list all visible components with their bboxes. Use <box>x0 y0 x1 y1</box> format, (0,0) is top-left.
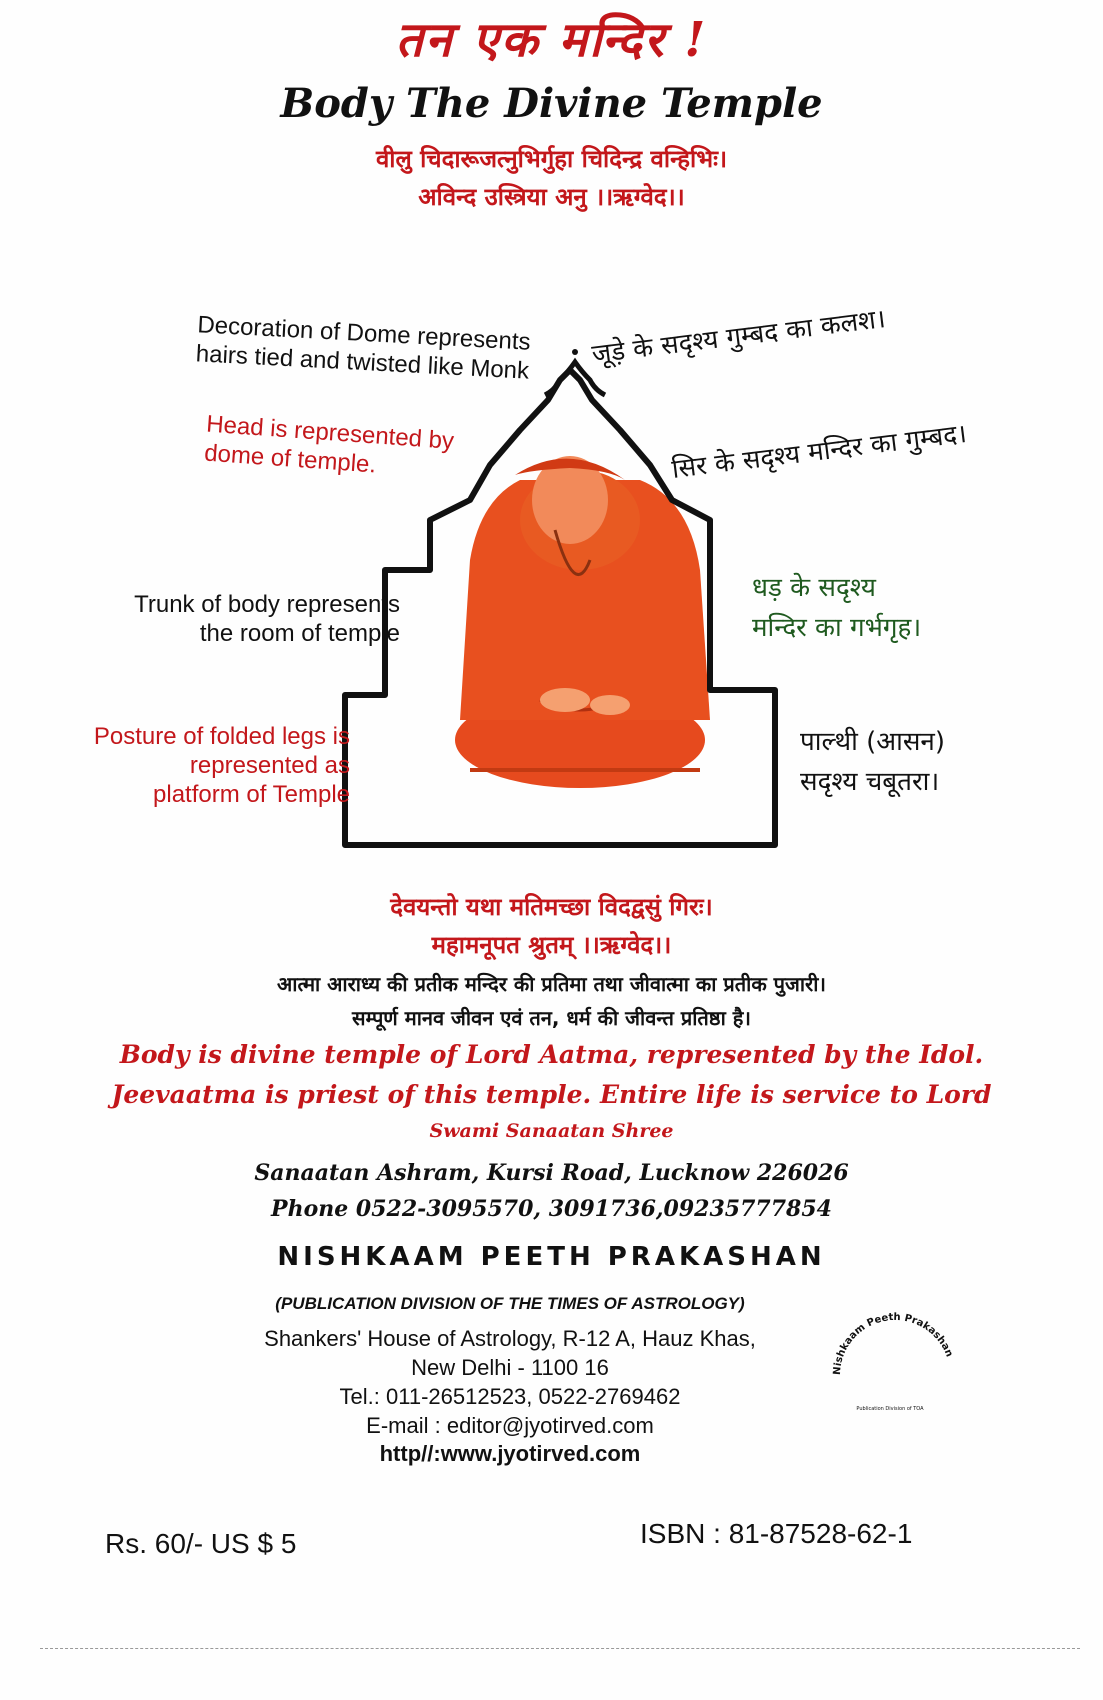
hindi-line2: सम्पूर्ण मानव जीवन एवं तन, धर्म की जीवन्त प्रतिष्ठा है। <box>352 1006 751 1030</box>
ashram-address: Sanaatan Ashram, Kursi Road, Lucknow 226026 <box>254 1160 849 1186</box>
isbn: ISBN : 81-87528-62-1 <box>640 1518 913 1549</box>
publisher-name: NISHKAAM PEETH PRAKASHAN <box>277 1242 826 1272</box>
publisher-address2: New Delhi - 1100 16 <box>411 1355 609 1380</box>
label-legs-en: Posture of folded legs is represented as platform of Temple <box>93 723 350 808</box>
verse2-line2: महामनूपत श्रुतम् ।।ऋग्वेद।। <box>431 931 672 959</box>
publisher-logo <box>820 1270 960 1420</box>
verse1-line2: अविन्द उस्त्रिया अनु ।।ऋग्वेद।। <box>418 183 685 211</box>
label-dome-decoration-hi: जूड़े के सदृश्य गुम्बद का कलश। <box>590 304 888 370</box>
publisher-email[interactable]: E-mail : editor@jyotirved.com <box>366 1413 654 1438</box>
verse2-line1: देवयन्तो यथा मतिमच्छा विदद्वसुं गिरः। <box>390 893 713 921</box>
label-trunk-en: Trunk of body represents the room of temple <box>134 591 400 647</box>
price: Rs. 60/- US $ 5 <box>105 1528 297 1559</box>
verse1-line1: वीलु चिदारूजत्नुभिर्गुहा चिदिन्द्र वन्हिभिः। <box>375 145 728 173</box>
bottom-divider <box>40 1648 1080 1649</box>
ashram-phone: Phone 0522-3095570, 3091736,09235777854 <box>271 1196 832 1222</box>
label-dome-decoration-en: Decoration of Dome represents hairs tied and twisted like Monk <box>195 311 532 385</box>
label-head-hi: सिर के सदृश्य मन्दिर का गुम्बद। <box>670 418 969 485</box>
author-name: Swami Sanaatan Shree <box>429 1120 674 1142</box>
logo-sub-text: Publication Division of TOA <box>856 1406 924 1412</box>
publisher-website[interactable]: http//:www.jyotirved.com <box>379 1441 641 1466</box>
publisher-division: (PUBLICATION DIVISION OF THE TIMES OF ASTROLOGY) <box>275 1294 745 1313</box>
label-legs-hi: पाल्थी (आसन) सदृश्य चबूतरा। <box>800 727 945 797</box>
publisher-tel: Tel.: 011-26512523, 0522-2769462 <box>339 1384 681 1409</box>
hindi-title: तन एक मन्दिर ! <box>395 12 708 68</box>
label-trunk-hi: धड़ के सदृश्य मन्दिर का गर्भगृह। <box>752 573 922 643</box>
hindi-line1: आत्मा आराध्य की प्रतीक मन्दिर की प्रतिमा तथा जीवात्मा का प्रतीक पुजारी। <box>277 972 826 996</box>
english-line2: Jeevaatma is priest of this temple. Entire life is service to Lord <box>111 1080 992 1109</box>
logo-arc-text: Nishkaam Peeth Prakashan <box>831 1311 955 1376</box>
svg-text:Nishkaam Peeth Prakashan <box>832 1312 955 1375</box>
monk-figure <box>455 456 710 788</box>
label-head-en: Head is represented by dome of temple. <box>203 410 455 479</box>
publisher-address1: Shankers' House of Astrology, R-12 A, Hauz Khas, <box>264 1326 756 1351</box>
english-title: Body The Divine Temple <box>280 80 823 127</box>
english-line1: Body is divine temple of Lord Aatma, represented by the Idol. <box>119 1040 984 1069</box>
